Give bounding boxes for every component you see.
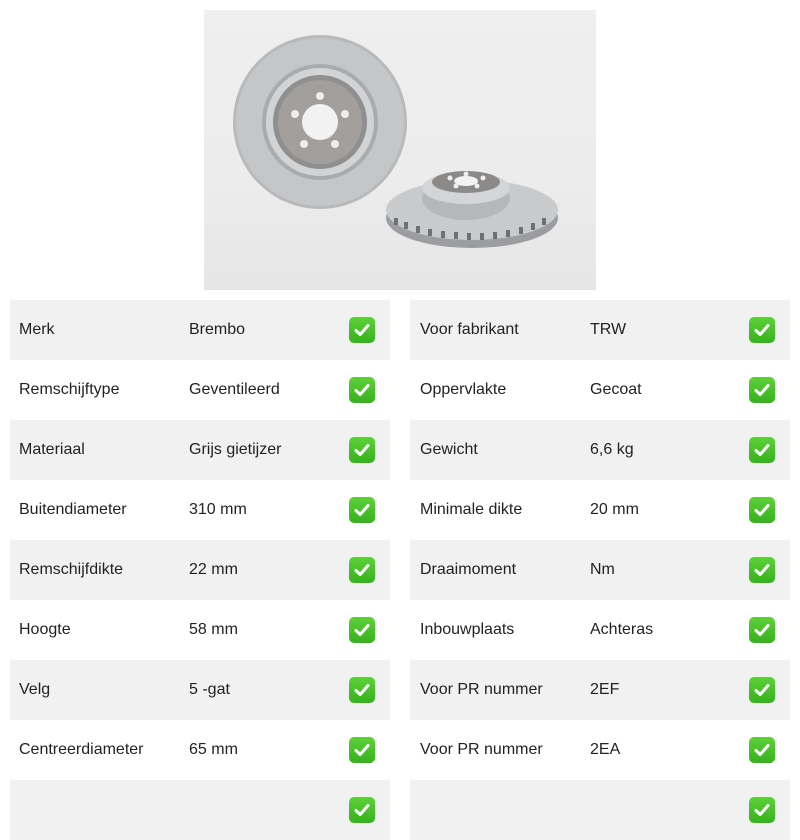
check-mark-icon [349,317,375,343]
check-mark-icon [349,557,375,583]
spec-label: Remschijfdikte [19,561,124,578]
spec-label: Voor PR nummer [420,741,543,758]
spec-row [410,540,790,600]
product-photo-brake-discs [204,10,596,290]
check-mark-icon [749,797,775,823]
spec-table-left [10,300,390,840]
spec-row [410,780,790,840]
spec-label: Draaimoment [420,561,517,578]
spec-label: Voor fabrikant [420,321,519,338]
spec-label: Oppervlakte [420,381,507,398]
spec-value: 310 mm [189,501,247,518]
spec-label: Buitendiameter [19,501,127,518]
check-mark-icon [349,797,375,823]
brake-disc-angled-view [386,171,558,248]
spec-row [410,480,790,540]
spec-label: Minimale dikte [420,501,523,518]
spec-row [10,420,390,480]
spec-row [410,720,790,780]
spec-value: Brembo [189,321,246,338]
spec-label: Voor PR nummer [420,681,543,698]
spec-value: 2EF [590,681,620,698]
spec-value: 2EA [590,741,621,758]
spec-row [410,360,790,420]
check-mark-icon [349,737,375,763]
spec-table-right [410,300,790,840]
check-mark-icon [349,377,375,403]
spec-row [410,300,790,360]
spec-row [10,660,390,720]
check-mark-icon [749,377,775,403]
spec-label: Merk [19,321,55,338]
spec-value: 58 mm [189,621,238,638]
check-mark-icon [349,677,375,703]
spec-label: Hoogte [19,621,71,638]
spec-value: 5 -gat [189,681,230,698]
spec-label: Gewicht [420,441,478,458]
spec-value: 6,6 kg [590,441,634,458]
brake-disc-front-view [233,35,407,209]
check-mark-icon [749,497,775,523]
check-mark-icon [749,617,775,643]
spec-value: Geventileerd [189,381,280,398]
check-mark-icon [349,437,375,463]
spec-value: 65 mm [189,741,238,758]
check-mark-icon [749,437,775,463]
check-mark-icon [749,677,775,703]
spec-row [410,660,790,720]
spec-label: Velg [19,681,51,698]
spec-row [10,300,390,360]
check-mark-icon [749,317,775,343]
spec-label: Remschijftype [19,381,120,398]
check-mark-icon [749,737,775,763]
spec-value: Achteras [590,621,654,638]
check-mark-icon [349,497,375,523]
check-mark-icon [749,557,775,583]
spec-label: Centreerdiameter [19,741,144,758]
spec-value: Grijs gietijzer [189,441,282,458]
spec-value: 22 mm [189,561,238,578]
spec-value: Nm [590,561,615,578]
spec-row [10,780,390,840]
spec-row [10,360,390,420]
spec-label: Materiaal [19,441,85,458]
spec-value: TRW [590,321,627,338]
spec-label: Inbouwplaats [420,621,515,638]
spec-value: 20 mm [590,501,639,518]
check-mark-icon [349,617,375,643]
spec-row [10,540,390,600]
spec-row [410,420,790,480]
spec-row [10,720,390,780]
spec-row [10,600,390,660]
spec-row [10,480,390,540]
spec-value: Gecoat [590,381,642,398]
spec-row [410,600,790,660]
